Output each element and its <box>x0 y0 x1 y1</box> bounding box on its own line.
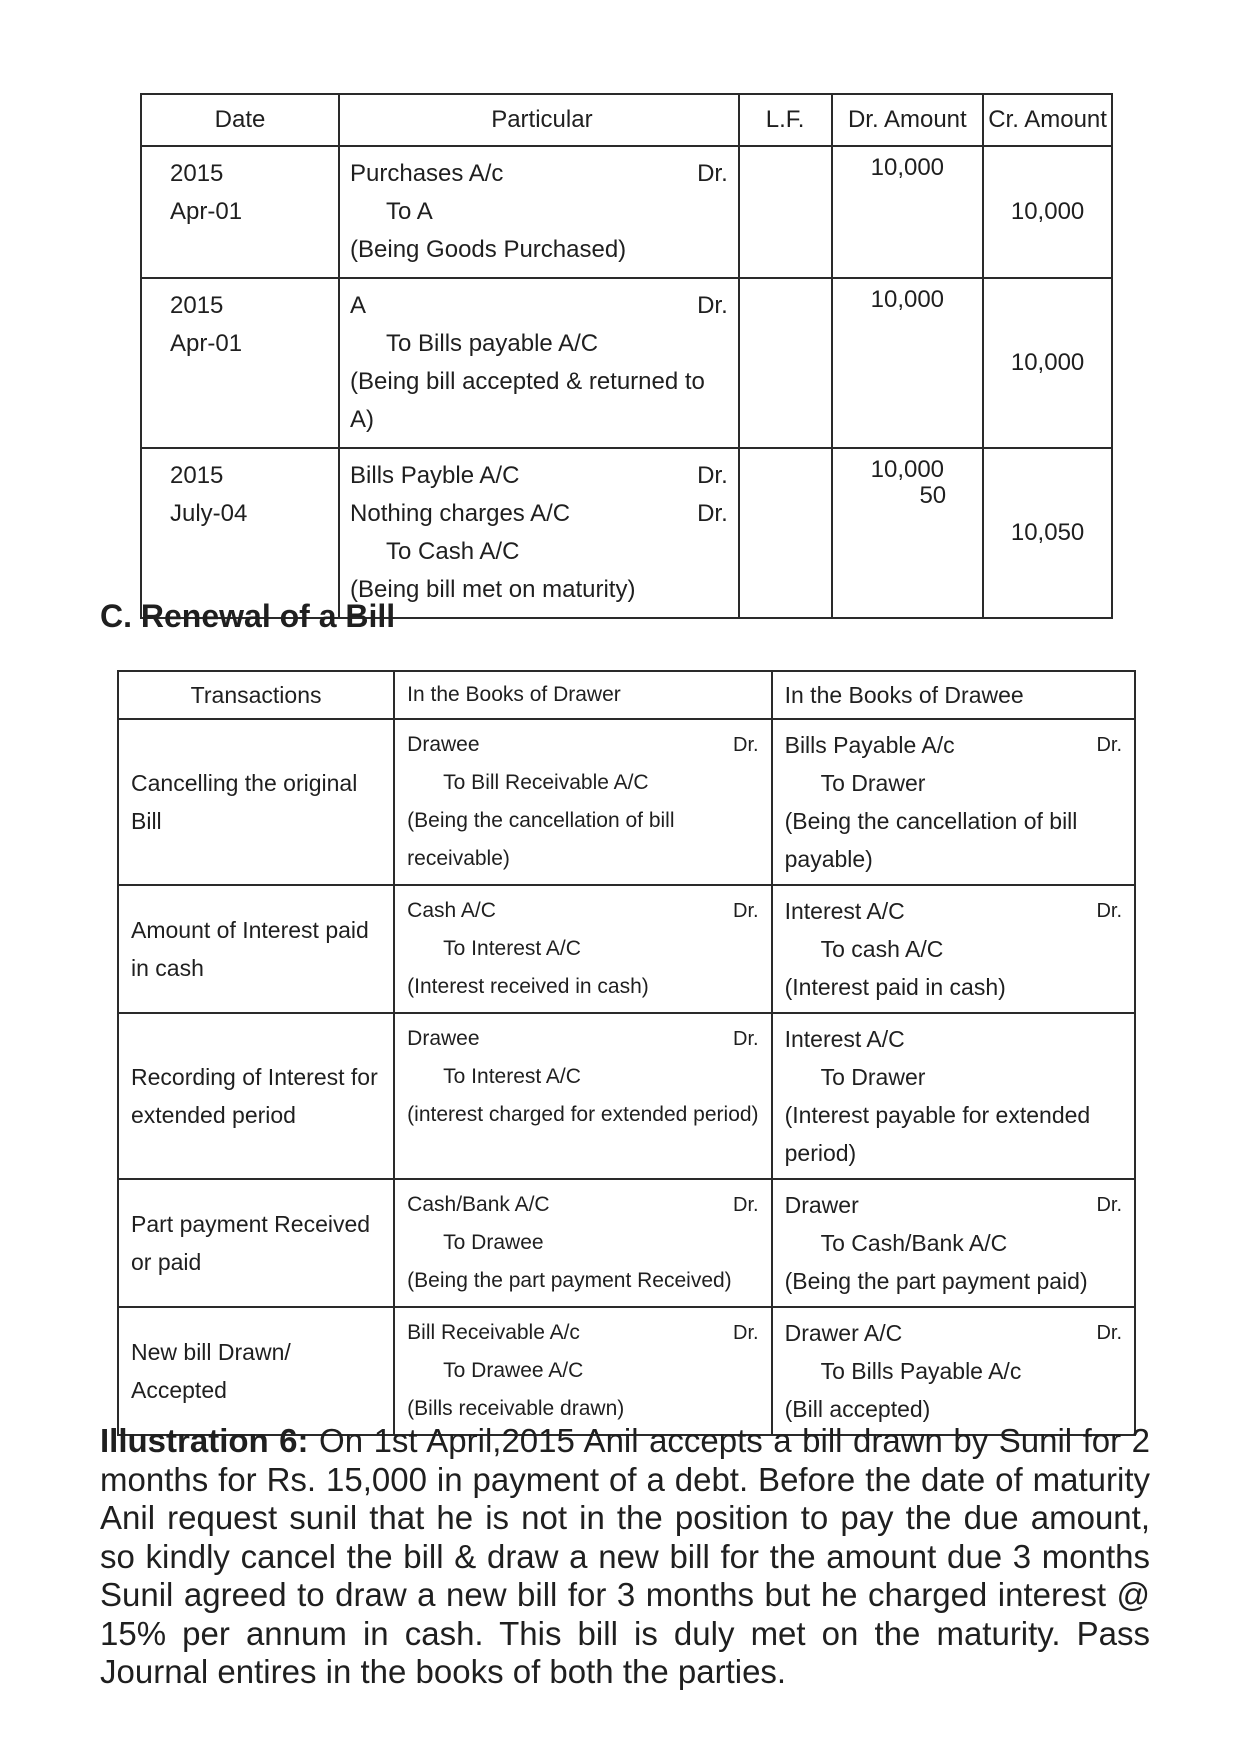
particular-text: Nothing charges A/C <box>350 500 571 527</box>
particular-line <box>350 325 728 363</box>
particular-line <box>350 495 728 533</box>
drawer-entry-cell <box>394 885 771 1013</box>
drawer-entry-cell <box>394 1013 771 1179</box>
drawee-line: (Interest paid in cash) <box>784 974 1006 1000</box>
dr-marker: Dr. <box>697 500 728 527</box>
drawer-line: (Interest received in cash) <box>407 975 649 998</box>
journal-lf-cell <box>739 146 832 278</box>
drawer-line: To Bill Receivable A/C <box>443 771 649 794</box>
particular-line <box>350 457 728 495</box>
section-heading: C. Renewal of a Bill <box>100 598 396 634</box>
drawer-line <box>407 892 758 930</box>
dr-amount: 10,000 <box>870 154 945 181</box>
dr-amount: 50 <box>919 482 947 509</box>
drawee-line: (Interest payable for extended period) <box>784 1102 1091 1166</box>
particular-text: Purchases A/c <box>350 160 504 187</box>
renewal-row <box>118 719 1135 885</box>
particular-line <box>350 231 728 269</box>
drawee-account: Interest A/C <box>784 1026 905 1052</box>
dr-marker: Dr. <box>697 462 728 489</box>
drawee-line <box>785 726 1122 764</box>
drawee-line: To Drawer <box>820 770 926 796</box>
drawer-entry-cell <box>394 719 771 885</box>
drawee-account: Drawer A/C <box>784 1320 903 1346</box>
drawee-line: (Being the part payment paid) <box>784 1268 1088 1294</box>
transaction-cell: Cancelling the original Bill <box>118 719 394 885</box>
header-transactions: Transactions <box>118 671 394 719</box>
drawee-account: Drawer <box>784 1192 859 1218</box>
drawer-line: To Interest A/C <box>443 937 581 960</box>
drawer-line: To Drawee A/C <box>443 1359 584 1382</box>
renewal-row <box>118 1307 1135 1435</box>
drawer-line: (Being the part payment Received) <box>407 1269 732 1292</box>
drawee-line <box>785 1186 1122 1224</box>
journal-particular-cell <box>339 448 739 618</box>
drawer-account: Drawee <box>407 1027 480 1050</box>
renewal-row <box>118 885 1135 1013</box>
drawee-account: Interest A/C <box>784 898 905 924</box>
journal-year: 2015 <box>170 462 224 489</box>
drawer-account: Bill Receivable A/c <box>407 1321 580 1344</box>
dr-marker: Dr. <box>697 292 728 319</box>
journal-cr-amount-cell <box>983 146 1112 278</box>
drawer-line: (Bills receivable drawn) <box>407 1397 625 1420</box>
dr-marker: Dr. <box>1096 1194 1122 1216</box>
drawer-line <box>407 1020 758 1058</box>
journal-lf-cell <box>739 278 832 448</box>
dr-marker: Dr. <box>733 1194 759 1216</box>
drawer-line <box>407 1314 758 1352</box>
header-cr-amount: Cr. Amount <box>983 94 1112 146</box>
drawer-line: To Interest A/C <box>443 1065 581 1088</box>
drawer-entry-cell <box>394 1179 771 1307</box>
journal-cr-amount-cell <box>983 448 1112 618</box>
journal-particular-cell <box>339 278 739 448</box>
renewal-row <box>118 1179 1135 1307</box>
dr-marker: Dr. <box>1096 734 1122 756</box>
illustration-paragraph <box>100 1422 1150 1692</box>
drawee-entry-cell <box>772 1013 1135 1179</box>
particular-text: (Being bill accepted & returned to A) <box>350 368 705 433</box>
journal-dr-amount-cell <box>832 278 984 448</box>
illustration-text: On 1st April,2015 Anil accepts a bill drawn by Sunil for 2 months for Rs. 15,000 in payment of a debt. Before the date of maturity Anil request sunil that he is not in the position to pay the due amount, so kindly cancel the bill & draw a new bill for the amount due 3 months Sunil agreed to draw a new bill for 3 months but he charged interest @ 15% per annum in cash. This bill is duly met on the maturity. Pass Journal entires in the books of both the parties. <box>100 1422 1151 1690</box>
drawee-line <box>785 1020 1122 1058</box>
dr-marker: Dr. <box>1096 1322 1122 1344</box>
drawer-line <box>407 726 758 764</box>
drawer-line <box>407 1186 758 1224</box>
dr-amount: 10,000 <box>870 286 945 313</box>
drawer-account: Drawee <box>407 733 480 756</box>
cr-amount: 10,050 <box>1010 519 1085 546</box>
particular-text: Bills Payble A/C <box>350 462 520 489</box>
drawer-line: (interest charged for extended period) <box>407 1103 759 1126</box>
renewal-header-row <box>118 671 1135 719</box>
drawee-line: To Bills Payable A/c <box>820 1358 1022 1384</box>
particular-text: A <box>350 292 367 319</box>
dr-marker: Dr. <box>1096 900 1122 922</box>
particular-line <box>350 193 728 231</box>
journal-year: 2015 <box>170 292 224 319</box>
journal-day: Apr-01 <box>170 330 243 357</box>
journal-day: Apr-01 <box>170 198 243 225</box>
journal-dr-amount-cell <box>832 448 984 618</box>
journal-row <box>141 278 1112 448</box>
particular-line <box>350 571 728 609</box>
particular-line <box>350 363 728 439</box>
drawer-line: (Being the cancellation of bill receivable) <box>407 809 675 870</box>
particular-text: To A <box>386 198 433 225</box>
header-dr-amount: Dr. Amount <box>832 94 984 146</box>
particular-text: (Being Goods Purchased) <box>350 236 627 263</box>
journal-lf-cell <box>739 448 832 618</box>
drawee-line: To cash A/C <box>820 936 944 962</box>
cr-amount: 10,000 <box>1010 349 1085 376</box>
drawee-line: To Cash/Bank A/C <box>820 1230 1008 1256</box>
journal-header-row <box>141 94 1112 146</box>
dr-marker: Dr. <box>697 160 728 187</box>
drawer-line: To Drawee <box>443 1231 544 1254</box>
drawer-account: Cash/Bank A/C <box>407 1193 550 1216</box>
journal-table <box>140 93 1113 619</box>
drawee-line: To Drawer <box>820 1064 926 1090</box>
drawee-account: Bills Payable A/c <box>784 732 955 758</box>
journal-row <box>141 146 1112 278</box>
particular-text: To Cash A/C <box>386 538 520 565</box>
header-particular: Particular <box>339 94 739 146</box>
journal-particular-cell <box>339 146 739 278</box>
drawee-entry-cell <box>772 885 1135 1013</box>
header-lf: L.F. <box>739 94 832 146</box>
journal-day: July-04 <box>170 500 248 527</box>
renewal-row <box>118 1013 1135 1179</box>
dr-amount: 10,000 <box>870 456 945 483</box>
particular-text: To Bills payable A/C <box>386 330 599 357</box>
journal-cr-amount-cell <box>983 278 1112 448</box>
transaction-cell: Part payment Received or paid <box>118 1179 394 1307</box>
transaction-cell: New bill Drawn/ Accepted <box>118 1307 394 1435</box>
dr-marker: Dr. <box>733 734 759 756</box>
header-drawer-books: In the Books of Drawer <box>394 671 771 719</box>
journal-date-cell <box>141 278 339 448</box>
renewal-table <box>117 670 1136 1436</box>
drawee-line: (Being the cancellation of bill payable) <box>784 808 1078 872</box>
journal-year: 2015 <box>170 160 224 187</box>
dr-marker: Dr. <box>733 900 759 922</box>
drawee-line <box>785 892 1122 930</box>
illustration-label: Illustration 6: <box>100 1422 309 1459</box>
transaction-cell: Recording of Interest for extended period <box>118 1013 394 1179</box>
particular-line <box>350 155 728 193</box>
drawee-entry-cell <box>772 1179 1135 1307</box>
particular-text: (Being bill met on maturity) <box>350 576 636 603</box>
drawee-line <box>785 1314 1122 1352</box>
drawer-account: Cash A/C <box>407 899 496 922</box>
journal-dr-amount-cell <box>832 146 984 278</box>
journal-date-cell <box>141 146 339 278</box>
header-date: Date <box>141 94 339 146</box>
dr-marker: Dr. <box>733 1322 759 1344</box>
drawee-line: (Bill accepted) <box>784 1396 931 1422</box>
transaction-cell: Amount of Interest paid in cash <box>118 885 394 1013</box>
particular-line <box>350 287 728 325</box>
dr-marker: Dr. <box>733 1028 759 1050</box>
cr-amount: 10,000 <box>1010 198 1085 225</box>
journal-row <box>141 448 1112 618</box>
particular-line <box>350 533 728 571</box>
header-drawee-books: In the Books of Drawee <box>772 671 1135 719</box>
drawer-entry-cell <box>394 1307 771 1435</box>
drawee-entry-cell <box>772 1307 1135 1435</box>
journal-date-cell <box>141 448 339 618</box>
drawee-entry-cell <box>772 719 1135 885</box>
